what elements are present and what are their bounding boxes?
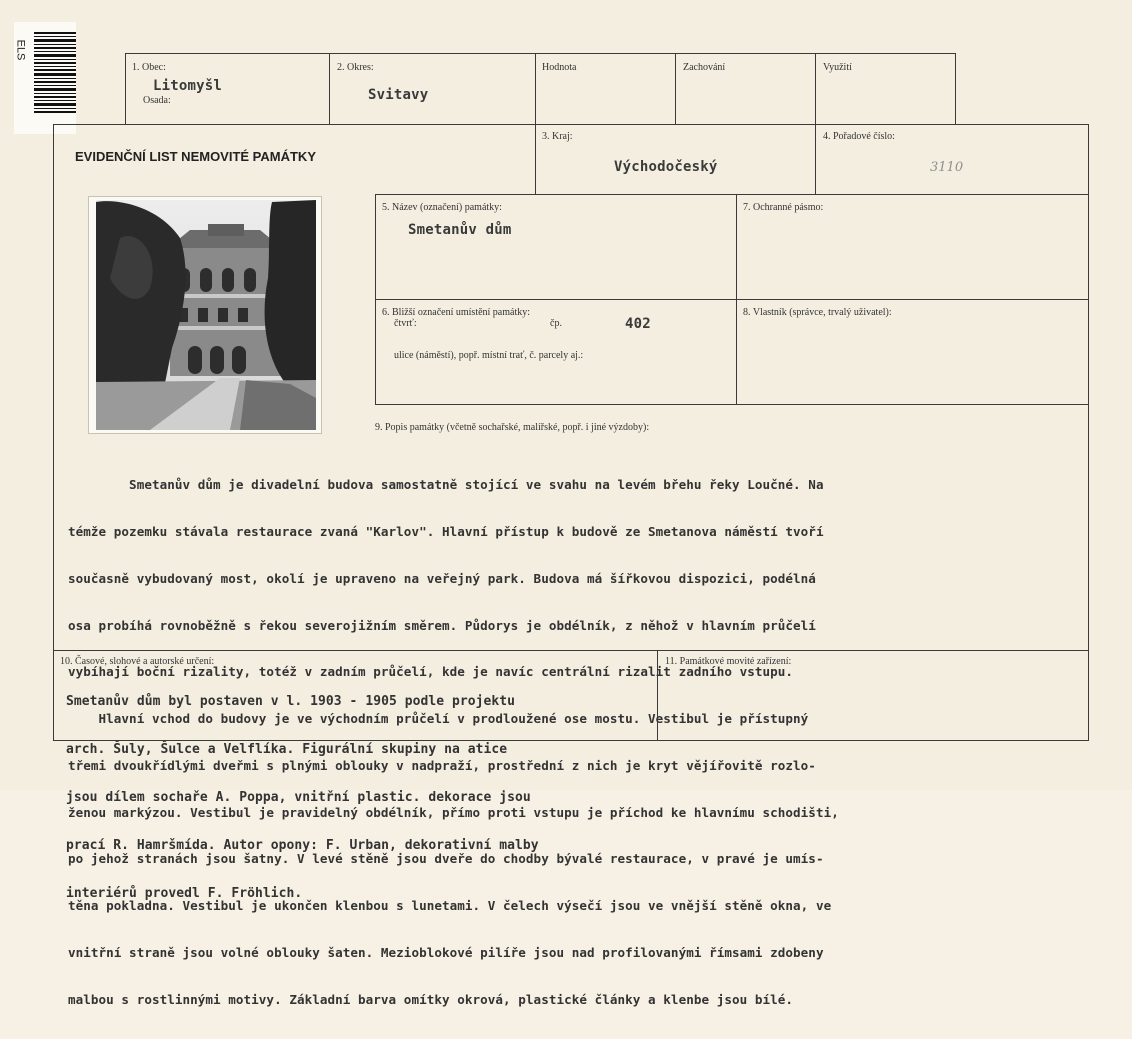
popis-line: osa probíhá rovnoběžně s řekou severojižním směrem. Půdorys je obdélník, z něhož v hlavním průčelí: [68, 617, 816, 633]
popis-line: těna pokladna. Vestibul je ukončen klenbou s lunetami. V čelech výsečí jsou ve vnější stěně okna, ve: [68, 898, 832, 914]
vyuziti-label: Využití: [823, 62, 852, 73]
casove-text: [66, 662, 539, 934]
cp-label: čp.: [550, 318, 562, 329]
casove-line: arch. Šuly, Šulce a Velflíka. Figurální skupiny na atice: [66, 742, 508, 757]
popis-line: třemi dvoukřídlými dveřmi s plnými oblouky v nadpraží, prostřední z nich je kryt vějířovitě rozlo-: [68, 757, 816, 773]
popis-line: Smetanův dům je divadelní budova samostatně stojící ve svahu na levém břehu řeky Loučné. Na: [68, 477, 824, 493]
vlastnik-label: 8. Vlastník (správce, trvalý uživatel):: [743, 307, 892, 318]
zachovani-label: Zachování: [683, 62, 726, 73]
casove-label: 10. Časové, slohové a autorské určení:: [60, 656, 215, 667]
cp-value: 402: [625, 316, 651, 332]
popis-line: malbou s rostlinnými motivy. Základní barva omítky okrová, plastické články a klenbe jsou bílé.: [68, 991, 794, 1007]
obec-label: 1. Obec:: [132, 62, 166, 73]
popis-line: Hlavní vchod do budovy je ve východním průčelí v prodloužené ose mostu. Vestibul je přístupný: [68, 711, 809, 727]
popis-line: ženou markýzou. Vestibul je pravidelný obdélník, přímo proti vstupu je příchod ke hlavnímu schodišti,: [68, 804, 839, 820]
barcode-label: [14, 22, 76, 134]
popis-line: vybíhají boční rizality, totéž v zadním průčelí, kde je navíc centrální rizalit zadního vstupu.: [68, 664, 794, 680]
popis-line: současně vybudovaný most, okolí je upraveno na veřejný park. Budova má šířkovou dispozici, podélná: [68, 570, 816, 586]
popis-label: 9. Popis památky (včetně sochařské, malířské, popř. i jiné výzdoby):: [375, 422, 650, 433]
ochranne-label: 7. Ochranné pásmo:: [743, 202, 824, 213]
okres-label: 2. Okres:: [337, 62, 374, 73]
ctvrt-label: čtvrť:: [394, 318, 417, 329]
osada-label: Osada:: [143, 95, 171, 106]
hodnota-label: Hodnota: [542, 62, 577, 73]
casove-line: interiérů provedl F. Fröhlich.: [66, 886, 303, 901]
kraj-label: 3. Kraj:: [542, 131, 573, 142]
page-title: EVIDENČNÍ LIST NEMOVITÉ PAMÁTKY: [75, 149, 316, 164]
popis-line: po jehož stranách jsou šatny. V levé stěně jsou dveře do chodby bývalé restaurace, v pravé je umís-: [68, 851, 824, 867]
nazev-label: 5. Název (označení) památky:: [382, 202, 502, 213]
movite-label: 11. Památkové movité zařízení:: [665, 656, 792, 667]
casove-line: jsou dílem sochaře A. Poppa, vnitřní plastic. dekorace jsou: [66, 790, 531, 805]
barcode-code: ELS: [14, 39, 27, 61]
kraj-value: Východočeský: [614, 159, 718, 175]
okres-value: Svitavy: [368, 87, 429, 103]
ulice-label: ulice (náměstí), popř. místní trať, č. parcely aj.:: [394, 350, 584, 361]
nazev-value: Smetanův dům: [408, 222, 512, 238]
casove-line: Smetanův dům byl postaven v l. 1903 - 1905 podle projektu: [66, 694, 515, 709]
poradove-value: 3110: [930, 160, 964, 175]
casove-line: prací R. Hamršmída. Autor opony: F. Urban, dekorativní malby: [66, 838, 539, 853]
poradove-label: 4. Pořadové číslo:: [823, 131, 895, 142]
popis-line: témže pozemku stávala restaurace zvaná "Karlov". Hlavní přístup k budově ze Smetanova náměstí tvoří: [68, 523, 824, 539]
obec-value: Litomyšl: [153, 78, 223, 94]
building-photo-image: [90, 198, 322, 434]
umisteni-label: 6. Bližší označení umístění památky:: [382, 307, 531, 318]
building-photo: [88, 196, 322, 434]
popis-line: vnitřní straně jsou volné oblouky šaten. Mezioblokové pilíře jsou nad profilovanými římsami zdobeny: [68, 945, 824, 960]
